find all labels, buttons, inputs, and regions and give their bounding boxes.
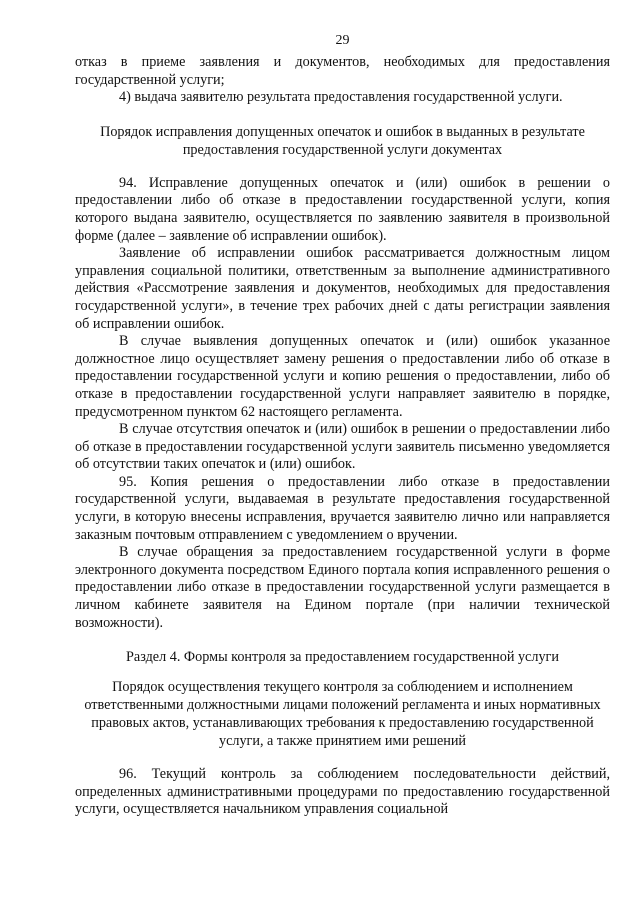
section-4-heading: Раздел 4. Формы контроля за предоставлением государственной услуги bbox=[126, 649, 559, 666]
paragraph-refusal: отказ в приеме заявления и документов, необходимых для предоставления государственной услуги; bbox=[75, 54, 610, 88]
section-heading-corrections: Порядок исправления допущенных опечаток и ошибок в выданных в результате предоставления государственной услуги документах bbox=[100, 123, 585, 158]
paragraph-error-application: Заявление об исправлении ошибок рассматривается должностным лицом управления социальной политики, ответственным за выполнение административного действия «Рассмотрение заявления и документов, необходимых для предоставления государственной услуги», в течение трех рабочих дней с даты регистрации заявления об исправлении ошибок. bbox=[75, 245, 610, 332]
paragraph-95: 95. Копия решения о предоставлении либо отказе в предоставлении государственной услуги, выдаваемая в результате предоставления государственной услуги, в которую внесены исправления, вручается заявителю лично или направляется заказным почтовым отправлением с уведомлением о вручении. bbox=[75, 473, 610, 543]
paragraph-result-issuance: 4) выдача заявителю результата предоставления государственной услуги. bbox=[119, 89, 563, 106]
page-number: 29 bbox=[335, 33, 350, 48]
paragraph-errors-found: В случае выявления допущенных опечаток и (или) ошибок указанное должностное лицо осуществляет замену решения о предоставлении либо об отказе в предоставлении государственной услуги и копию решения о предоставлении, либо об отказе в предоставлении государственной услуги направляет заявителю в порядке, предусмотренном пунктом 62 настоящего регламента. bbox=[75, 333, 610, 420]
paragraph-electronic: В случае обращения за предоставлением государственной услуги в форме электронного документа посредством Единого портала копия исправленного решения о предоставлении либо отказе в предоставлении государственной услуги размещается в личном кабинете заявителя на Едином портале (при наличии технической возможности). bbox=[75, 544, 610, 631]
paragraph-96: 96. Текущий контроль за соблюдением последовательности действий, определенных административными процедурами по предоставлению государственной услуги, осуществляется начальником управления социальной bbox=[75, 766, 610, 818]
paragraph-no-errors: В случае отсутствия опечаток и (или) ошибок в решении о предоставлении либо об отказе в предоставлении государственной услуги заявитель письменно уведомляется об отсутствии таких опечаток и (или) ошибок. bbox=[75, 421, 610, 473]
paragraph-94: 94. Исправление допущенных опечаток и (или) ошибок в решении о предоставлении либо об отказе в предоставлении государственной услуги, копия которого выдана заявителю, осуществляется по заявлению заявителя в произвольной форме (далее – заявление об исправлении ошибок). bbox=[75, 174, 610, 244]
subsection-heading-control: Порядок осуществления текущего контроля за соблюдением и исполнением ответственными должностными лицами положений регламента и иных нормативных правовых актов, устанавливающих требования к предоставлению государственной услуги, а также принятием ими решений bbox=[84, 679, 601, 750]
